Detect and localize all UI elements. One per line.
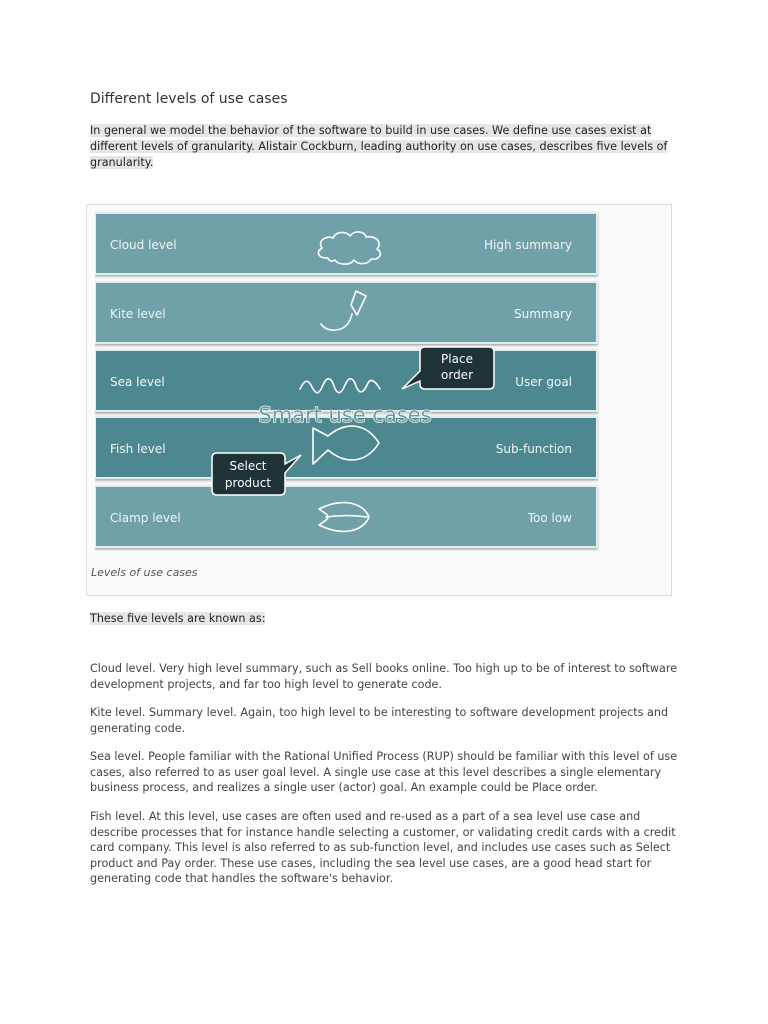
paragraph-kite-level: Kite level. Summary level. Again, too high level to be interesting to software development projects and generating code.	[90, 706, 669, 735]
kite-level-label: Kite level	[110, 307, 166, 321]
paragraph-sea-level: Sea level. People familiar with the Rational Unified Process (RUP) should be familiar with this level of use cases, also referred to as user goal level. A single use case at this level describes a single elementary business process, and realizes a single user (actor) goal. An example could be Place order.	[90, 750, 678, 794]
fish-level-summary: Sub-function	[495, 442, 572, 456]
cloud-level-label: Cloud level	[110, 238, 177, 252]
fish-level-label: Fish level	[110, 442, 166, 456]
select-product-line1: Select	[229, 459, 267, 473]
place-order-line1: Place	[441, 352, 473, 366]
page-title: Different levels of use cases	[90, 91, 288, 107]
cloud-level-summary: High summary	[483, 238, 572, 252]
levels-known-as-text: These five levels are known as:	[90, 612, 266, 625]
intro-text: In general we model the behavior of the software to build in use cases. We define use cases exist at different levels of granularity. Alistair Cockburn, leading authority on use cases, describes five levels of granularity.	[90, 124, 668, 169]
paragraph-cloud-level: Cloud level. Very high level summary, such as Sell books online. Too high up to be of interest to software development projects, and far too high level to generate code.	[90, 662, 678, 691]
select-product-line2: product	[224, 476, 272, 490]
intro-paragraph	[90, 123, 686, 171]
place-order-line2: order	[441, 368, 473, 382]
kite-level-summary: Summary	[514, 307, 572, 321]
figure-caption: Levels of use cases	[91, 566, 198, 579]
sea-level-summary: User goal	[515, 375, 572, 389]
sea-level-label: Sea level	[110, 375, 165, 389]
clamp-level-label: Clamp level	[110, 511, 181, 525]
levels-known-as	[90, 612, 265, 625]
clamp-level-summary: Too low	[527, 511, 572, 525]
smart-use-cases-title: Smart use cases	[258, 403, 432, 427]
paragraph-fish-level: Fish level. At this level, use cases are often used and re-used as a part of a sea level use case and describe processes that for instance handle selecting a customer, or validating credit cards with a credit card company. This level is also referred to as sub-function level, and includes use cases such as Select product and Pay order. These use cases, including the sea level use cases, are a good head start for generating code that handles the software's behavior.	[90, 810, 676, 885]
figure-use-case-levels	[86, 204, 672, 596]
levels-diagram	[95, 211, 599, 551]
